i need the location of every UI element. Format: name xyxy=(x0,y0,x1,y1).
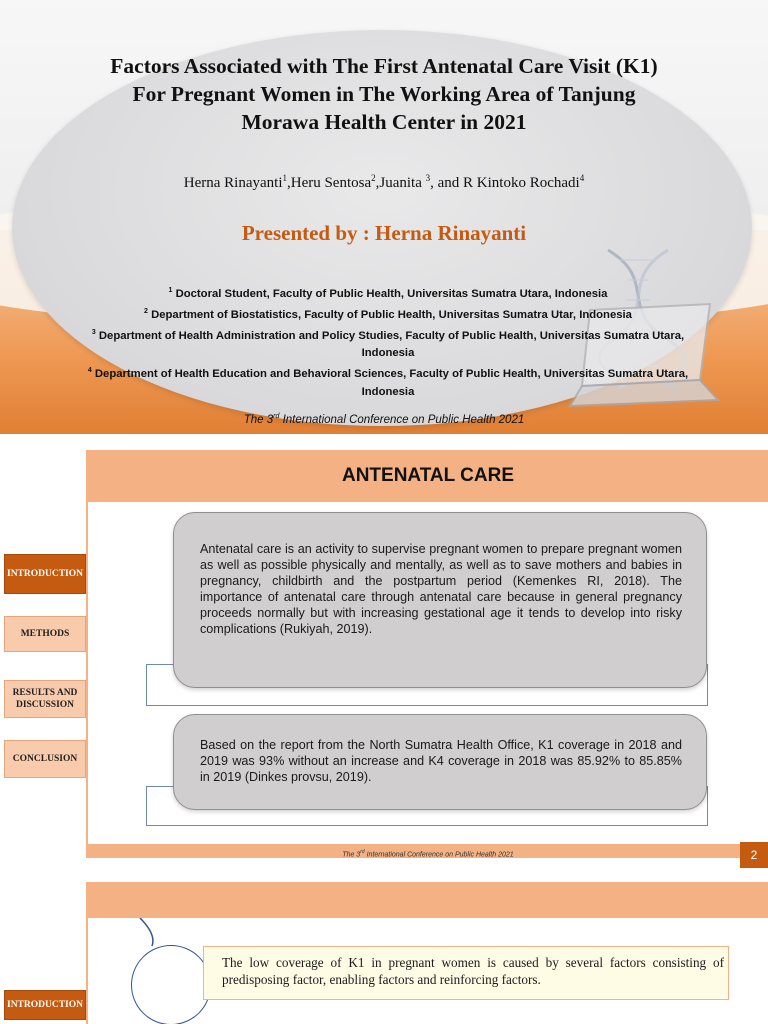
title-line: Factors Associated with The First Antenatal Care Visit (K1) xyxy=(110,54,658,78)
callout-text: Antenatal care is an activity to supervise pregnant women to prepare pregnant women as well as possible physically and mentally, as well as to save mothers and babies in pregnancy, childbirth and the postpartum period (Kemenkes RI, 2018). The importance of antenatal care through antenatal care because in general pregnancy proceeds normally but with increasing gestational age it tends to develop into risky complications (Rukiyah, 2019). xyxy=(200,542,682,636)
affiliation-item xyxy=(70,303,706,324)
k1-coverage-callout xyxy=(173,714,707,810)
affiliation-item xyxy=(70,324,706,363)
conference-caption xyxy=(30,413,738,426)
antenatal-definition-callout xyxy=(173,512,707,688)
affiliation-item xyxy=(70,362,706,401)
conference-post: International Conference on Public Health 2021 xyxy=(279,413,525,426)
callout-text: Based on the report from the North Sumatra Health Office, K1 coverage in 2018 and 2019 was 93% without an increase and K4 coverage in 2018 was 85.92% to 85.85% in 2019 (Dinkes provsu, 2019). xyxy=(200,738,682,784)
author-list xyxy=(30,173,738,192)
footer-caption xyxy=(88,846,768,861)
slide-heading: ANTENATAL CARE xyxy=(341,465,515,486)
affiliation-sup: 3 xyxy=(91,328,96,336)
footer-post: International Conference on Public Health 2021 xyxy=(364,851,514,859)
affiliation-list xyxy=(70,282,706,401)
footer-pre: The 3 xyxy=(342,851,361,859)
factor-circle xyxy=(131,945,211,1024)
affiliation-item xyxy=(70,282,706,303)
author-sup: 1 xyxy=(282,173,287,183)
frame-left-rule xyxy=(86,882,88,1024)
affiliation-sup: 4 xyxy=(87,367,92,375)
affiliation-text: Department of Biostatistics, Faculty of Public Health, Universitas Sumatra Utar, Indonesia xyxy=(147,308,632,321)
nav-conclusion-button[interactable]: CONCLUSION xyxy=(4,740,86,778)
conference-sup: rd xyxy=(273,413,280,420)
presentation-title xyxy=(30,52,738,136)
presenter-line: Presented by : Herna Rinayanti xyxy=(241,221,527,245)
affiliation-sup: 1 xyxy=(168,287,173,294)
nav-methods-button[interactable]: METHODS xyxy=(4,616,86,652)
frame-left-rule xyxy=(86,450,88,858)
nav-results-button[interactable]: RESULTS AND DISCUSSION xyxy=(4,680,86,718)
antenatal-care-slide xyxy=(0,434,768,868)
affiliation-text: Doctoral Student, Faculty of Public Health, Universitas Sumatra Utara, Indonesia xyxy=(172,287,608,300)
affiliation-text: Department of Health Education and Behavioral Sciences, Faculty of Public Health, Universitas Sumatra Utara, Indonesia xyxy=(91,368,689,399)
author-name: ,Heru Sentosa xyxy=(286,175,372,191)
title-line: Morawa Health Center in 2021 xyxy=(241,110,527,134)
nav-introduction-button[interactable]: INTRODUCTION xyxy=(4,554,86,594)
title-slide xyxy=(0,0,768,434)
affiliation-text: Department of Health Administration and Policy Studies, Faculty of Public Health, Universitas Sumatra Utara, Indonesia xyxy=(95,329,685,360)
author-sup: 3 xyxy=(425,173,431,183)
author-name: Herna Rinayanti xyxy=(183,175,283,191)
author-sup: 2 xyxy=(371,173,376,183)
author-name: ,Juanita xyxy=(375,175,426,191)
page-number: 2 xyxy=(740,842,768,868)
factors-slide xyxy=(0,868,768,1024)
author-name: , and R Kintoko Rochadi xyxy=(430,175,580,191)
low-coverage-factors-box: The low coverage of K1 in pregnant women is caused by several factors consisting of predisposing factor, enabling factors and reinforcing factors. xyxy=(203,946,729,1000)
nav-introduction-button[interactable]: INTRODUCTION xyxy=(4,990,86,1020)
affiliation-sup: 2 xyxy=(144,307,148,315)
title-line: For Pregnant Women in The Working Area of Tanjung xyxy=(132,82,636,106)
heading-bar xyxy=(86,882,768,918)
author-sup: 4 xyxy=(579,173,585,183)
conference-pre: The 3 xyxy=(243,413,274,426)
footer-sup: rd xyxy=(360,849,365,855)
